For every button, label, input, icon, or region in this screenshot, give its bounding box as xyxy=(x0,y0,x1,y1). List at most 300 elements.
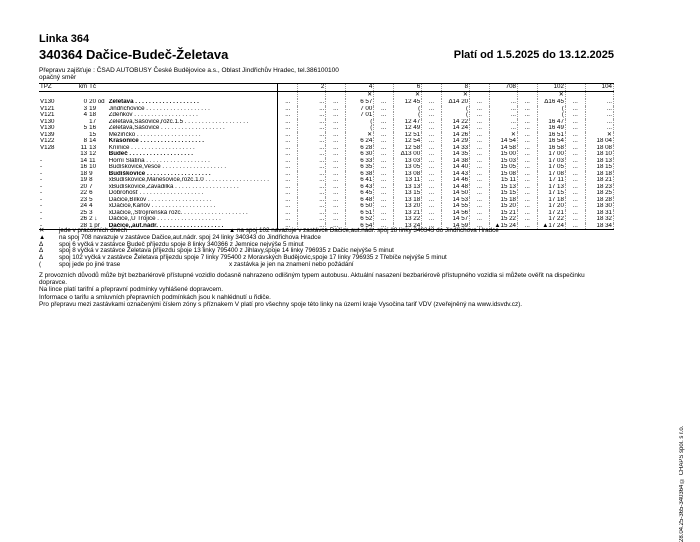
departure-time: 13 18 xyxy=(393,197,421,204)
departure-time: 17 08 xyxy=(537,171,565,178)
dots: ... xyxy=(326,99,346,106)
dots: ... xyxy=(278,184,298,191)
departure-time: 15 11 xyxy=(489,177,517,184)
departure-time: ... xyxy=(489,99,517,106)
dots: ... xyxy=(565,223,585,230)
dots: ... xyxy=(518,132,538,139)
stop-name: Dobrohošť . . . . . . . . . . . . . . . . . . . xyxy=(108,190,278,197)
stop-name: Budíškovice,Vesce . . . . . . . . . . . . . . . . . . . xyxy=(108,164,278,171)
stop-name: xBudíškovice,Manešovice,rozc.1.0 . . . . . . . . . . . . . . . . . . . xyxy=(108,177,278,184)
trip-number: 102 xyxy=(537,84,565,92)
dots: ... xyxy=(374,171,394,178)
stop-position: 9 xyxy=(89,170,93,177)
departure-time: 18 04 xyxy=(585,138,613,145)
stop-name: Horní Slatina . . . . . . . . . . . . . . . . . . . xyxy=(108,158,278,165)
dots: ... xyxy=(518,197,538,204)
header-tc: Tč xyxy=(88,84,108,92)
stop-tpz: V130 xyxy=(40,125,55,131)
departure-time: 17 15 xyxy=(537,190,565,197)
stop-position: 3 xyxy=(89,209,93,216)
departure-time: ( xyxy=(537,106,565,113)
departure-time: 14 29 xyxy=(441,138,469,145)
departure-time: 14 22 xyxy=(441,119,469,126)
stop-tpz: V128 xyxy=(40,144,55,151)
blank xyxy=(326,92,346,100)
dots: ... xyxy=(422,99,442,106)
dots: ... xyxy=(518,203,538,210)
dots: ... xyxy=(470,112,490,119)
departure-time: 13 20 xyxy=(393,203,421,210)
dots: ... xyxy=(278,99,298,106)
departure-time: ... xyxy=(489,125,517,132)
dots: ... xyxy=(278,132,298,139)
blank xyxy=(39,92,64,100)
departure-time: 12 47 xyxy=(393,119,421,126)
departure-time: 6 30 xyxy=(346,151,374,158)
departure-time: 7 01 xyxy=(346,112,374,119)
departure-time: ... xyxy=(298,132,326,139)
departure-time: 18 31 xyxy=(585,210,613,217)
dots: ... xyxy=(278,190,298,197)
dots: ... xyxy=(518,164,538,171)
departure-time: 18 10 xyxy=(585,151,613,158)
stop-km: 26 xyxy=(80,216,88,222)
stop-name: Krasonice . . . . . . . . . . . . . . . . . . . xyxy=(108,138,278,145)
stop-position: 2 ↓ xyxy=(89,216,98,222)
blank xyxy=(422,92,442,100)
departure-time: 15 03 xyxy=(489,158,517,165)
departure-time: 16 49 xyxy=(537,125,565,132)
dots: ... xyxy=(518,112,538,119)
stop-position: 17 xyxy=(89,118,97,125)
stop-name: xBudíškovice,Zavadilka . . . . . . . . . . . . . . . . . . . xyxy=(108,184,278,191)
dots: ... xyxy=(422,151,442,158)
departure-time: 14 56 xyxy=(441,210,469,217)
dots: ... xyxy=(422,171,442,178)
dots: ... xyxy=(374,197,394,204)
departure-time: 18 28 xyxy=(585,197,613,204)
departure-time: 17 03 xyxy=(537,158,565,165)
direction-label: opačný směr xyxy=(39,74,77,81)
departure-time: ... xyxy=(298,177,326,184)
departure-time: 14 50 xyxy=(441,190,469,197)
dots: ... xyxy=(422,145,442,152)
trip-symbol xyxy=(489,92,517,100)
departure-time: Δ13 00 xyxy=(393,151,421,158)
departure-time: ... xyxy=(298,210,326,217)
dots: ... xyxy=(326,106,346,113)
dots: ... xyxy=(565,151,585,158)
departure-time: 14 55 xyxy=(441,203,469,210)
dots: ... xyxy=(326,184,346,191)
note-text: jede v pracovních dnech xyxy=(59,227,128,234)
stop-name: Jindřichovice . . . . . . . . . . . . . . . . . . . xyxy=(108,106,278,113)
departure-time: ... xyxy=(298,223,326,230)
departure-time: ... xyxy=(585,106,613,113)
departure-time: 13 13 xyxy=(393,184,421,191)
stop-position: 13 xyxy=(89,144,97,151)
departure-time: 14 48 xyxy=(441,184,469,191)
stop-tpz: - xyxy=(40,209,43,216)
trip-number: 8 xyxy=(441,84,469,92)
dots: ... xyxy=(374,158,394,165)
stop-position: 4 xyxy=(89,203,93,209)
dots: ... xyxy=(326,119,346,126)
line-title: 340364 Dačice-Budeč-Želetava xyxy=(39,47,229,62)
departure-time: 7 00 xyxy=(346,106,374,113)
carrier-info: Přepravu zajišťuje : ČSAD AUTOBUSY České Budějovice a.s., Oblast Jindřichův Hradec, tel.386100100 xyxy=(39,67,339,74)
stop-position: 15 xyxy=(89,131,97,138)
dots: ... xyxy=(278,171,298,178)
stop-name: Budíškovice . . . . . . . . . . . . . . . . . . . xyxy=(108,171,278,178)
dots: ... xyxy=(470,106,490,113)
dots: ... xyxy=(470,99,490,106)
dots: ... xyxy=(565,138,585,145)
dots: ... xyxy=(278,203,298,210)
header-km: km xyxy=(64,84,89,92)
note-symbol: Δ xyxy=(39,254,44,262)
dots: ... xyxy=(374,184,394,191)
departure-time: ... xyxy=(298,184,326,191)
departure-time: ... xyxy=(298,216,326,223)
dots: ... xyxy=(326,158,346,165)
departure-time: ... xyxy=(298,151,326,158)
departure-time: 12 49 xyxy=(393,125,421,132)
trip-symbol: ✕ xyxy=(441,92,469,100)
dots: ... xyxy=(422,216,442,223)
departure-time: 16 51 xyxy=(537,132,565,139)
header-tpz: TPZ xyxy=(39,84,64,92)
info-paragraph: Pro přepravu mezi zastávkami označenými číslem zóny s příznakem V platí pro všechny spoje této linky na území kraje Vysočina tarif VDV (zveřejněný na www.idsvdv.cz). xyxy=(39,300,523,308)
dots: ... xyxy=(422,164,442,171)
dots: ... xyxy=(470,145,490,152)
stop-km: 20 xyxy=(80,183,88,190)
departure-time: ▲15 24 xyxy=(489,223,517,230)
stop-name: Meziříčko . . . . . . . . . . . . . . . . . . . xyxy=(108,132,278,139)
dots: ... xyxy=(518,145,538,152)
departure-time: ... xyxy=(585,99,613,106)
stop-name: Budeč . . . . . . . . . . . . . . . . . . . xyxy=(108,151,278,158)
stop-name: Želetava,Šašovice . . . . . . . . . . . . . . . . . . . xyxy=(108,125,278,132)
dots: ... xyxy=(326,132,346,139)
departure-time: ( xyxy=(393,112,421,119)
departure-time: ... xyxy=(298,106,326,113)
note-symbol: ▲ xyxy=(39,233,46,241)
dots: ... xyxy=(470,184,490,191)
trip-symbol xyxy=(298,92,326,100)
departure-time: 18 32 xyxy=(585,216,613,223)
dots: ... xyxy=(278,158,298,165)
dots: ... xyxy=(278,177,298,184)
trip-number: 2 xyxy=(298,84,326,92)
departure-time: ... xyxy=(298,158,326,165)
departure-time: 12 45 xyxy=(393,99,421,106)
departure-time: 13 03 xyxy=(393,158,421,165)
header-stop xyxy=(108,84,278,92)
stop-position: 19 xyxy=(89,105,97,112)
document-footer-id: 28.04.25-365-340364 © CHAPS spol. s r.o. xyxy=(679,425,685,542)
dots: ... xyxy=(326,171,346,178)
departure-time: 17 21 xyxy=(537,210,565,217)
dots: ... xyxy=(326,216,346,223)
dots: ... xyxy=(470,203,490,210)
dots: ... xyxy=(374,125,394,132)
departure-time: 17 20 xyxy=(537,203,565,210)
departure-time: 18 08 xyxy=(585,145,613,152)
stop-tpz: - xyxy=(40,216,43,222)
departure-time: 6 35 xyxy=(346,164,374,171)
dots: ... xyxy=(565,216,585,223)
departure-time: ... xyxy=(298,164,326,171)
stop-km: 4 xyxy=(83,112,88,118)
departure-time: 15 20 xyxy=(489,203,517,210)
dots: ... xyxy=(326,177,346,184)
departure-time: 17 11 xyxy=(537,177,565,184)
info-paragraph: Informace o tarifu a smluvních přepravních podmínkách jsou k nahlédnutí u řidiče. xyxy=(39,293,271,301)
stop-tpz: V121 xyxy=(40,105,55,112)
dots: ... xyxy=(326,145,346,152)
dots: ... xyxy=(278,223,298,230)
dots: ... xyxy=(374,145,394,152)
note-symbol: ✕ xyxy=(39,227,45,234)
dots: ... xyxy=(565,164,585,171)
stop-position: 7 xyxy=(89,183,93,190)
stop-name: Dačice,,U Trojice . . . . . . . . . . . . . . . . . . . xyxy=(108,216,278,223)
dots: ... xyxy=(518,125,538,132)
dots: ... xyxy=(374,151,394,158)
dots: ... xyxy=(565,177,585,184)
departure-time: 14 35 xyxy=(441,151,469,158)
dots: ... xyxy=(374,164,394,171)
departure-time: 14 57 xyxy=(441,216,469,223)
blank xyxy=(108,92,278,100)
dots: ... xyxy=(470,132,490,139)
departure-time: 14 24 xyxy=(441,125,469,132)
dots: ... xyxy=(422,197,442,204)
dots: ... xyxy=(374,223,394,230)
departure-time: 14 54 xyxy=(489,138,517,145)
note-text-secondary: x zastávka je jen na znamení nebo požádání xyxy=(229,260,354,268)
departure-time: 6 45 xyxy=(346,190,374,197)
departure-time: 6 33 xyxy=(346,158,374,165)
departure-time: 6 43 xyxy=(346,184,374,191)
notes-legend xyxy=(39,228,599,269)
stop-position: 14 xyxy=(89,138,97,144)
stop-position: 11 xyxy=(89,157,96,164)
departure-time: ( xyxy=(441,112,469,119)
departure-time: ... xyxy=(298,112,326,119)
stop-tpz: - xyxy=(40,203,43,209)
departure-time: 6 41 xyxy=(346,177,374,184)
dots: ... xyxy=(470,119,490,126)
departure-time: 12 54 xyxy=(393,138,421,145)
departure-time: 18 21 xyxy=(585,177,613,184)
dots: ... xyxy=(374,210,394,217)
stop-position: 5 xyxy=(89,196,93,203)
validity-period: Platí od 1.5.2025 do 13.12.2025 xyxy=(453,49,614,61)
dots: ... xyxy=(565,210,585,217)
header-spacer xyxy=(518,84,538,92)
departure-time: ... xyxy=(585,119,613,126)
trip-number: 4 xyxy=(346,84,374,92)
header-spacer xyxy=(326,84,346,92)
stop-tpz: - xyxy=(40,170,43,177)
dots: ... xyxy=(422,158,442,165)
dots: ... xyxy=(565,158,585,165)
dots: ... xyxy=(518,177,538,184)
header-spacer xyxy=(278,84,298,92)
dots: ... xyxy=(470,151,490,158)
departure-time: 14 59 xyxy=(441,223,469,230)
stop-km: 11 xyxy=(80,144,88,151)
departure-time: 13 05 xyxy=(393,164,421,171)
dots: ... xyxy=(565,119,585,126)
departure-time: ... xyxy=(298,125,326,132)
stop-km: 25 xyxy=(80,209,88,216)
stop-name: Želetava . . . . . . . . . . . . . . . . . . . xyxy=(108,99,278,106)
stop-km: 14 xyxy=(80,157,88,164)
dots: ... xyxy=(470,158,490,165)
stop-tpz: - xyxy=(39,223,64,230)
stop-tpz: - xyxy=(40,196,43,203)
departure-time: 15 08 xyxy=(489,171,517,178)
departure-time: 15 21 xyxy=(489,210,517,217)
stop-position: 12 xyxy=(89,151,97,157)
dots: ... xyxy=(326,164,346,171)
departure-time: 6 51 xyxy=(346,210,374,217)
departure-time: 17 22 xyxy=(537,216,565,223)
dots: ... xyxy=(278,210,298,217)
departure-time: 18 25 xyxy=(585,190,613,197)
dots: ... xyxy=(470,190,490,197)
departure-time: 13 22 xyxy=(393,216,421,223)
dots: ... xyxy=(470,216,490,223)
departure-time: 17 00 xyxy=(537,151,565,158)
dots: ... xyxy=(422,119,442,126)
line-label: Linka 364 xyxy=(39,33,90,45)
stop-tpz: - xyxy=(40,157,43,164)
timetable xyxy=(39,83,614,230)
note-text: spoj 8 vyčká v zastávce Želetava příjezdu spoje 13 linky 795400 z Jihlavy,spoje 14 linky 796935 z Dačic nejvýše 5 minut xyxy=(59,247,394,255)
departure-time: 14 46 xyxy=(441,177,469,184)
dots: ... xyxy=(374,106,394,113)
dots: ... xyxy=(374,177,394,184)
stop-km: 0 xyxy=(83,99,88,105)
header-spacer xyxy=(470,84,490,92)
departure-time: 15 13 xyxy=(489,184,517,191)
departure-time: 14 33 xyxy=(441,145,469,152)
blank xyxy=(278,92,298,100)
note-text: spoj 102 vyčká v zastávce Želetava příjezdu spoje 7 linky 795400 z Moravských Budějovic,spoje 17 linky 796935 z Třebíče nejvýše 5 minut xyxy=(59,254,447,262)
stop-km: 18 xyxy=(80,170,88,177)
stop-tpz: - xyxy=(40,183,43,190)
departure-time: ... xyxy=(585,125,613,132)
stop-name: Knínice . . . . . . . . . . . . . . . . . . . xyxy=(108,145,278,152)
stop-tpz: - xyxy=(40,164,43,170)
dots: ... xyxy=(278,164,298,171)
departure-time: ... xyxy=(489,119,517,126)
departure-time: 6 50 xyxy=(346,203,374,210)
dots: ... xyxy=(326,197,346,204)
departure-time: ... xyxy=(489,112,517,119)
dots: ... xyxy=(326,203,346,210)
note-text-secondary: ▲ na spoj 102 navazuje v zastávce Dačice,aut.nádr. spoj 18 linky 340343 do Jindřichova Hradce xyxy=(229,227,499,234)
departure-time: 15 00 xyxy=(489,151,517,158)
departure-time: 15 22 xyxy=(489,216,517,223)
dots: ... xyxy=(518,210,538,217)
stop-tpz: V130 xyxy=(40,118,55,125)
dots: ... xyxy=(374,112,394,119)
dots: ... xyxy=(374,216,394,223)
stop-tpz: - xyxy=(40,190,43,196)
header-spacer xyxy=(422,84,442,92)
departure-time: ... xyxy=(298,190,326,197)
departure-time: 18 18 xyxy=(585,171,613,178)
dots: ... xyxy=(422,210,442,217)
dots: ... xyxy=(470,177,490,184)
departure-time: 18 30 xyxy=(585,203,613,210)
departure-time: 15 15 xyxy=(489,190,517,197)
departure-time: ... xyxy=(298,145,326,152)
departure-time: 6 38 xyxy=(346,171,374,178)
blank xyxy=(374,92,394,100)
departure-time: Δ16 45 xyxy=(537,99,565,106)
departure-time: ▲17 24 xyxy=(537,223,565,230)
header-spacer xyxy=(374,84,394,92)
dots: ... xyxy=(422,177,442,184)
departure-time: Δ14 20 xyxy=(441,99,469,106)
departure-time: ... xyxy=(489,106,517,113)
trip-number: 6 xyxy=(393,84,421,92)
dots: ... xyxy=(518,184,538,191)
departure-time: ( xyxy=(346,125,374,132)
trip-symbol: ✕ xyxy=(346,92,374,100)
departure-time: ✕ xyxy=(346,132,374,139)
stop-position: 16 xyxy=(89,125,97,131)
departure-time: 16 47 xyxy=(537,119,565,126)
dots: ... xyxy=(374,190,394,197)
stop-tpz: V121 xyxy=(40,112,55,118)
departure-time: 14 53 xyxy=(441,197,469,204)
dots: ... xyxy=(565,190,585,197)
dots: ... xyxy=(278,138,298,145)
note-text: spoj 6 vyčká v zastávce Budeč příjezdu spoje 8 linky 340366 z Jemnice nejvýše 5 minut xyxy=(59,240,304,248)
departure-time: 6 48 xyxy=(346,197,374,204)
departure-time: 12 51 xyxy=(393,132,421,139)
departure-time: 18 13 xyxy=(585,158,613,165)
departure-time: ( xyxy=(537,112,565,119)
trip-number: 104 xyxy=(585,84,613,92)
note-text: spoj jede po jiné trase xyxy=(59,260,121,268)
dots: ... xyxy=(422,112,442,119)
departure-time: 16 54 xyxy=(537,138,565,145)
dots: ... xyxy=(518,171,538,178)
departure-time: 6 54 xyxy=(346,223,374,230)
stop-tpz: V139 xyxy=(40,131,55,138)
info-paragraph: Z provozních důvodů může být bezbariérově přístupné vozidlo dočasně nahrazeno odlišným typem autobusu. Aktuální nasazení bezbariérově přístupného vozidla si můžete ověřit na dispečinku dopravce. xyxy=(39,272,585,287)
trip-symbol xyxy=(585,92,613,100)
dots: ... xyxy=(565,184,585,191)
dots: ... xyxy=(422,125,442,132)
dots: ... xyxy=(565,203,585,210)
dots: ... xyxy=(565,125,585,132)
dots: ... xyxy=(470,164,490,171)
departure-time: ... xyxy=(298,171,326,178)
departure-time: ( xyxy=(393,106,421,113)
stop-name: xDačice,Karlov . . . . . . . . . . . . . . . . . . . xyxy=(108,203,278,210)
dots: ... xyxy=(374,138,394,145)
dots: ... xyxy=(518,216,538,223)
